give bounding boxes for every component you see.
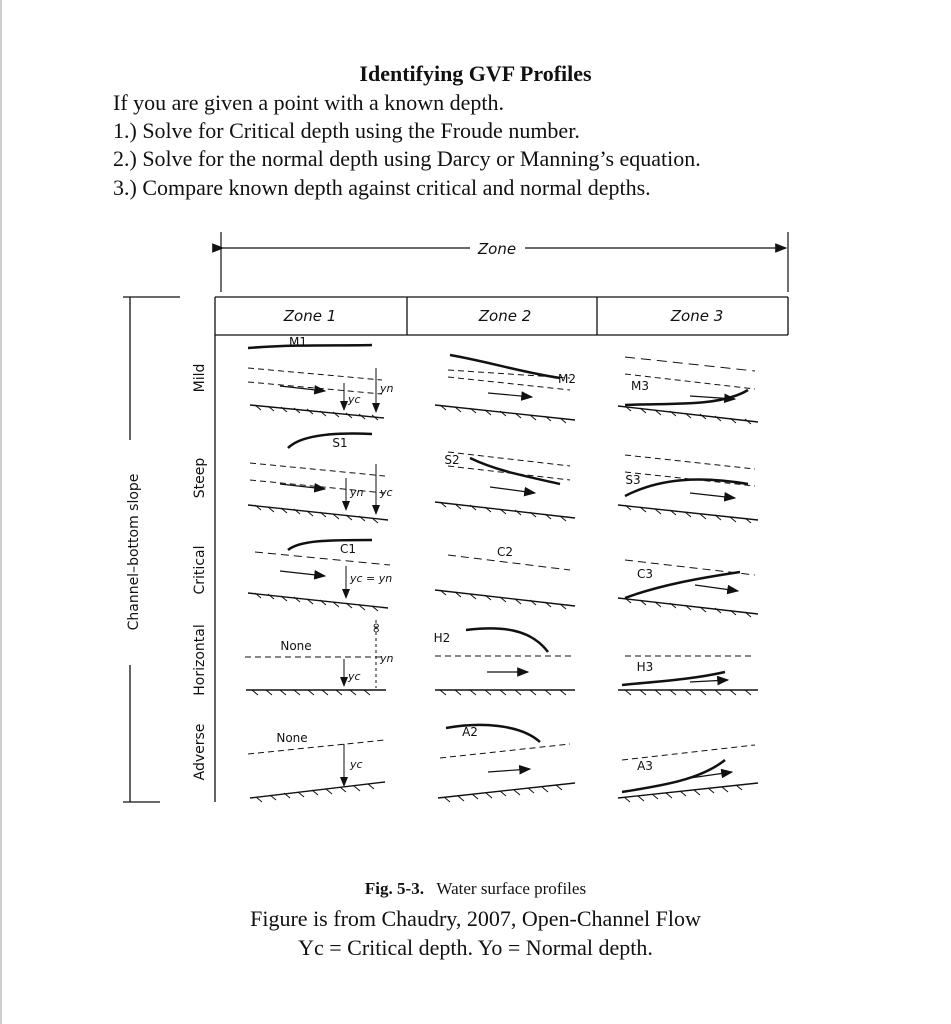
step-3: 3.) Compare known depth against critical and normal depths. [113, 175, 651, 200]
adverse-yc-label: yc [350, 758, 363, 771]
profile-c2: C2 [496, 545, 514, 559]
profile-s1: S1 [332, 436, 348, 450]
horizontal-yc-label: yc [348, 670, 361, 683]
mild-yc-label: yc [348, 393, 361, 406]
profile-m2: M2 [558, 372, 576, 386]
row-label-steep: Steep [192, 457, 208, 499]
zone-3-label: Zone 3 [670, 307, 724, 325]
profile-c1: C1 [339, 542, 357, 556]
profile-h3: H3 [636, 660, 654, 674]
slope-axis-label: Channel–bottom slope [126, 473, 142, 631]
step-2: 2.) Solve for the normal depth using Darcy or Manning’s equation. [113, 146, 701, 171]
page-title: Identifying GVF Profiles [359, 61, 592, 86]
profile-c3: C3 [636, 567, 654, 581]
mild-row-sketches [248, 345, 758, 424]
zone-1-label: Zone 1 [283, 307, 337, 325]
figure-number: Fig. 5-3. [364, 879, 424, 898]
row-label-critical: Critical [192, 545, 208, 595]
profile-horizontal-zone1: None [280, 639, 312, 653]
profile-a3: A3 [637, 759, 653, 773]
horizontal-row-sketches [245, 620, 758, 695]
zone-2-label: Zone 2 [478, 307, 532, 325]
figure-definitions: Yc = Critical depth. Yo = Normal depth. [298, 935, 653, 960]
profile-s2: S2 [444, 453, 460, 467]
profile-m3: M3 [631, 379, 649, 393]
mild-yn-label: yn [380, 382, 394, 395]
step-1: 1.) Solve for Critical depth using the Froude number. [113, 118, 580, 143]
profile-m1: M1 [289, 335, 307, 349]
row-label-horizontal: Horizontal [192, 624, 208, 696]
steep-yn-label: yn [350, 486, 364, 499]
steep-row-sketches [248, 434, 758, 523]
critical-yc-yn-label: yc = yn [350, 572, 393, 585]
figure-title: Water surface profiles [436, 879, 587, 898]
intro-text: If you are given a point with a known depth. [113, 90, 505, 115]
row-label-adverse: Adverse [192, 723, 208, 781]
row-label-mild: Mild [192, 363, 208, 393]
adverse-row-sketches [248, 725, 758, 802]
infinity-label: ∞ [368, 622, 384, 634]
profile-adverse-zone1: None [276, 731, 308, 745]
horizontal-yn-label: yn [380, 652, 394, 665]
profile-h2: H2 [433, 631, 451, 645]
zone-header: Zone [477, 240, 517, 258]
figure-source: Figure is from Chaudry, 2007, Open-Channel Flow [250, 906, 701, 931]
profile-a2: A2 [462, 725, 478, 739]
figure-caption [0, 879, 951, 899]
steep-yc-label: yc [380, 486, 393, 499]
profile-s3: S3 [625, 473, 641, 487]
